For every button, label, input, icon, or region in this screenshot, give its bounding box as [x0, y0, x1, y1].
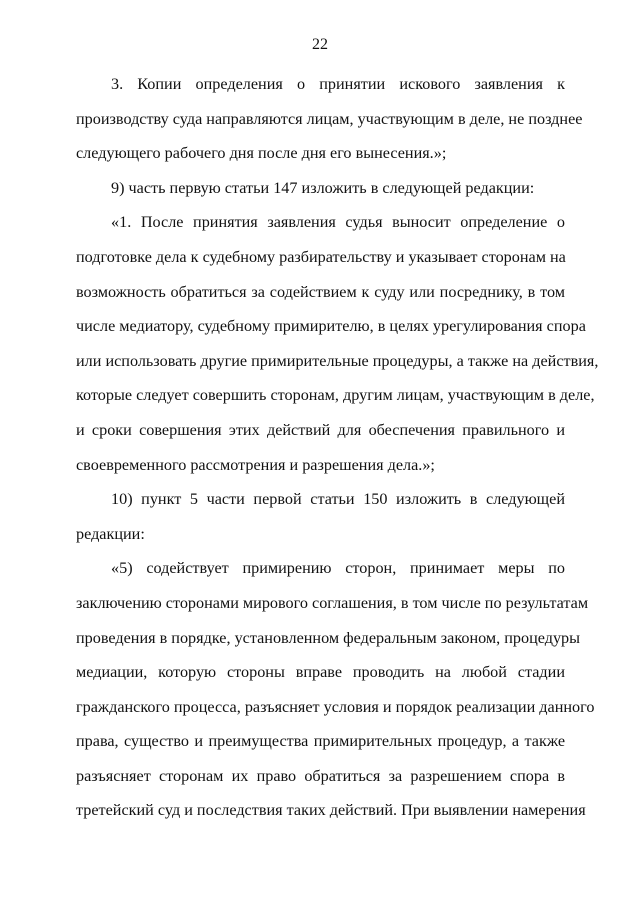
text-line: или использовать другие примирительные процедуры, а также на действия, — [76, 351, 599, 370]
text-line: производству суда направляются лицам, участвующим в деле, не позднее — [76, 109, 583, 128]
text-line: 3. Копии определения о принятии искового заявления к — [111, 75, 565, 93]
text-line: 9) часть первую статьи 147 изложить в следующей редакции: — [111, 178, 535, 197]
page-number: 22 — [312, 36, 328, 53]
text-line: возможность обратиться за содействием к суду или посреднику, в том — [76, 282, 565, 301]
text-line: третейский суд и последствия таких действий. При выявлении намерения — [76, 801, 586, 820]
text-line: редакции: — [76, 524, 145, 543]
text-line: разъясняет сторонам их право обратиться за разрешением спора в — [76, 766, 565, 785]
text-line: «1. После принятия заявления судья выносит определение о — [111, 213, 565, 232]
text-line: и сроки совершения этих действий для обеспечения правильного и — [76, 420, 565, 439]
text-line: которые следует совершить сторонам, другим лицам, участвующим в деле, — [76, 386, 595, 405]
text-line: «5) содействует примирению сторон, принимает меры по — [111, 559, 565, 578]
text-line: проведения в порядке, установленном федеральным законом, процедуры — [76, 628, 581, 647]
text-line: заключению сторонами мирового соглашения, в том числе по результатам — [76, 593, 589, 612]
text-line: гражданского процесса, разъясняет условия и порядок реализации данного — [76, 697, 595, 716]
text-line: числе медиатору, судебному примирителю, в целях урегулирования спора — [76, 317, 586, 336]
text-line: 10) пункт 5 части первой статьи 150 изложить в следующей — [111, 490, 565, 509]
document-body — [76, 67, 599, 828]
text-line: своевременного рассмотрения и разрешения дела.»; — [76, 455, 435, 474]
text-line: следующего рабочего дня после дня его вынесения.»; — [76, 144, 447, 163]
text-line: права, существо и преимущества примирительных процедур, а также — [76, 732, 565, 751]
text-line: медиации, которую стороны вправе проводить на любой стадии — [76, 663, 565, 682]
text-line: подготовке дела к судебному разбирательству и указывает сторонам на — [76, 247, 566, 266]
